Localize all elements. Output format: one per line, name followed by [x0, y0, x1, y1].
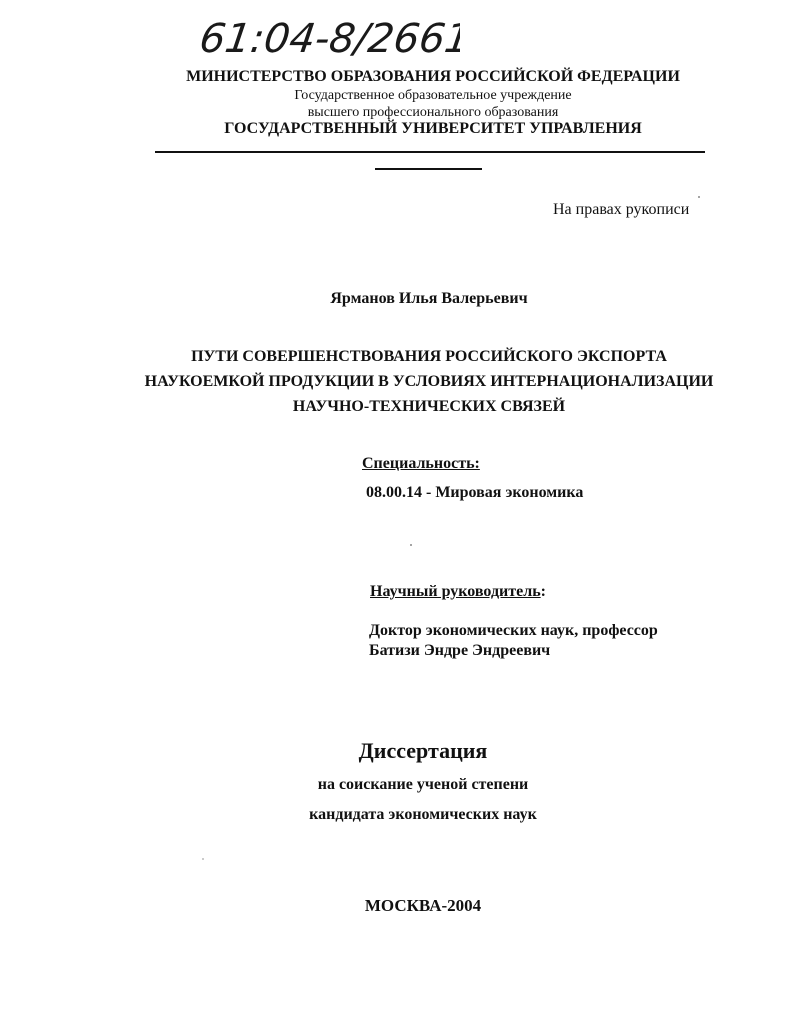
author-name: Ярманов Илья Валерьевич — [330, 290, 528, 307]
institution-line-1: Государственное образовательное учреждение — [294, 88, 572, 103]
scan-speck — [410, 544, 412, 546]
supervisor-label-colon: : — [540, 583, 546, 600]
scan-speck — [202, 858, 204, 860]
dissertation-title-line-1: ПУТИ СОВЕРШЕНСТВОВАНИЯ РОССИЙСКОГО ЭКСПОРТА — [191, 348, 667, 365]
degree-line-1: на соискание ученой степени — [317, 776, 529, 793]
degree-line-2: кандидата экономических наук — [309, 806, 537, 823]
institution-line-2: высшего профессионального образования — [307, 105, 559, 120]
ministry-heading: МИНИСТЕРСТВО ОБРАЗОВАНИЯ РОССИЙСКОЙ ФЕДЕРАЦИИ — [186, 68, 680, 85]
manuscript-rights-note: На правах рукописи — [553, 201, 690, 218]
supervisor-label — [370, 583, 546, 601]
supervisor-name: Батизи Эндре Эндреевич — [369, 642, 551, 659]
specialty-label: Специальность: — [362, 455, 480, 472]
supervisor-degree: Доктор экономических наук, профессор — [369, 622, 658, 639]
header-divider-short — [375, 168, 482, 170]
header-divider-long — [155, 151, 705, 153]
handwritten-code-text: 61:04-8/2661 — [200, 16, 460, 62]
scan-speck — [698, 196, 700, 198]
supervisor-label-text: Научный руководитель — [370, 583, 541, 600]
specialty-value: 08.00.14 - Мировая экономика — [366, 484, 584, 501]
university-heading: ГОСУДАРСТВЕННЫЙ УНИВЕРСИТЕТ УПРАВЛЕНИЯ — [224, 120, 642, 137]
handwritten-archive-code — [200, 10, 460, 70]
document-type-title: Диссертация — [358, 738, 488, 763]
dissertation-title-line-2: НАУКОЕМКОЙ ПРОДУКЦИИ В УСЛОВИЯХ ИНТЕРНАЦИОНАЛИЗАЦИИ — [144, 373, 714, 390]
dissertation-title-line-3: НАУЧНО-ТЕХНИЧЕСКИХ СВЯЗЕЙ — [292, 398, 566, 415]
city-year: МОСКВА-2004 — [364, 896, 482, 915]
